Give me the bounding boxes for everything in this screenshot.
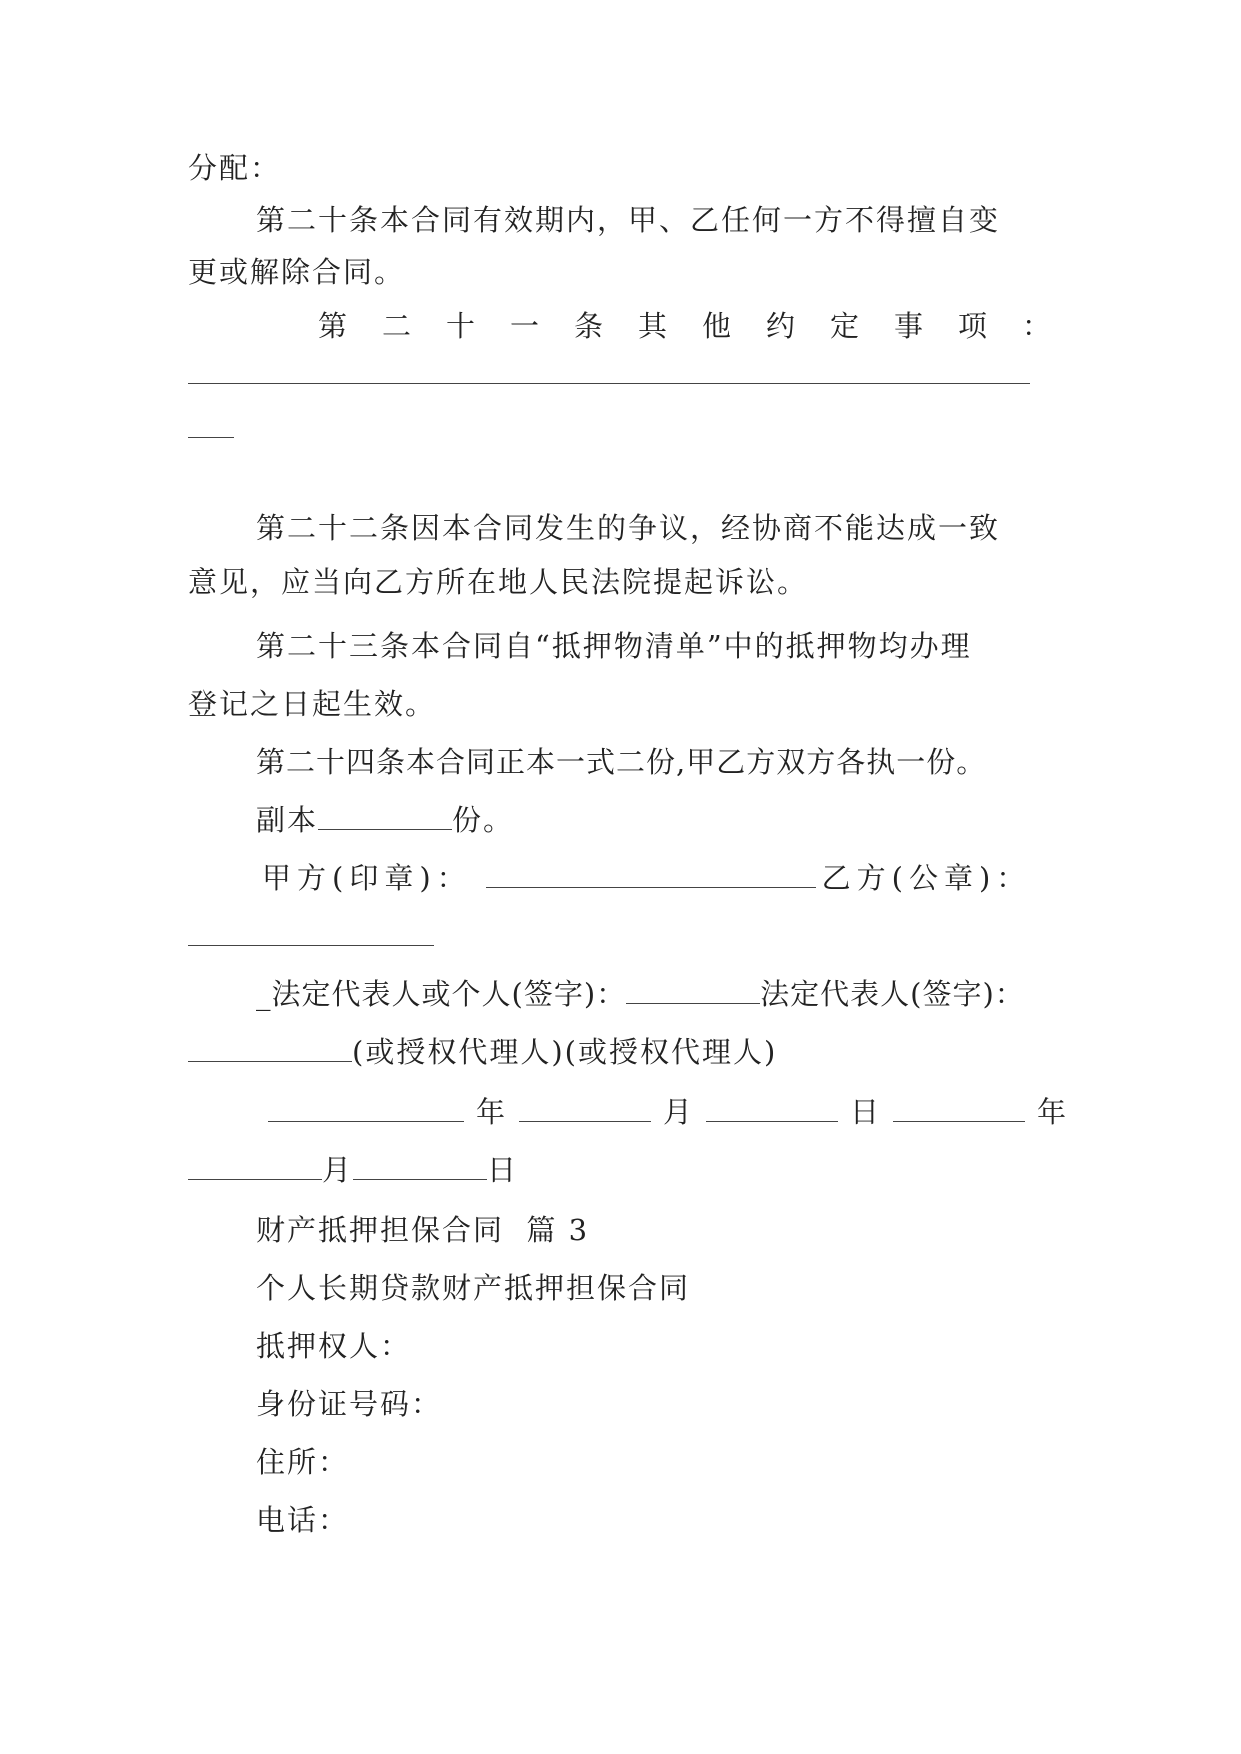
fill-in-blank	[486, 887, 816, 888]
article-20-line-1: 第二十条本合同有效期内，甲、乙任何一方不得擅自变	[256, 203, 1001, 237]
article-22-line-2: 意见，应当向乙方所在地人民法院提起诉讼。	[188, 565, 809, 599]
id-number-label: 身份证号码：	[256, 1387, 443, 1421]
fill-in-blank	[188, 1061, 352, 1062]
agent-line	[188, 1032, 777, 1072]
fill-in-blank	[188, 1179, 322, 1180]
char: 十	[446, 309, 476, 343]
char: 定	[830, 309, 860, 343]
mortgagee-label: 抵押权人：	[256, 1329, 412, 1363]
fill-in-blank	[353, 1179, 487, 1180]
copies-suffix: 份。	[452, 803, 515, 837]
fill-in-blank	[706, 1121, 838, 1122]
fill-in-blank	[893, 1121, 1025, 1122]
article-24-line: 第二十四条本合同正本一式二份,甲乙方双方各执一份。	[256, 745, 987, 779]
phone-label: 电话：	[256, 1503, 350, 1537]
char: 条	[574, 309, 604, 343]
address-label: 住所：	[256, 1445, 350, 1479]
fill-in-blank	[318, 829, 452, 830]
char: 第	[318, 309, 348, 343]
article-22-line-1: 第二十二条因本合同发生的争议，经协商不能达成一致	[256, 511, 1001, 545]
char: 事	[894, 309, 924, 343]
agent-text: (或授权代理人)(或授权代理人)	[352, 1035, 778, 1069]
party-b-seal-label: 乙方(公章)：	[821, 861, 1032, 895]
char: ：	[1022, 309, 1052, 343]
seal-line	[262, 858, 1031, 898]
article-23-line-1: 第二十三条本合同自“抵押物清单”中的抵押物均办理	[256, 629, 972, 663]
contract-title: 个人长期贷款财产抵押担保合同	[256, 1271, 691, 1305]
fill-in-blank-line	[188, 437, 234, 438]
fill-in-blank-line	[188, 945, 434, 946]
date-month-label: 月	[322, 1153, 354, 1187]
char: 项	[958, 309, 988, 343]
date-year-label: 年	[476, 1095, 508, 1129]
date-year-label: 年	[1037, 1095, 1069, 1129]
copies-label: 副本	[256, 803, 319, 837]
date-month-label: 月	[663, 1095, 695, 1129]
char: 其	[638, 309, 668, 343]
article-20-line-2: 更或解除合同。	[188, 255, 406, 289]
copies-line	[256, 800, 514, 840]
article-23-line-2: 登记之日起生效。	[188, 687, 437, 721]
date-day-label: 日	[487, 1153, 519, 1187]
date-line-1	[268, 1092, 1068, 1132]
fill-in-blank	[626, 1003, 760, 1004]
fill-in-blank	[268, 1121, 464, 1122]
date-line-2	[188, 1150, 518, 1190]
section-heading: 财产抵押担保合同 篇 3	[256, 1213, 590, 1247]
char: 一	[510, 309, 540, 343]
fill-in-blank	[519, 1121, 651, 1122]
legal-rep-label-a: _法定代表人或个人(签字)：	[256, 977, 627, 1011]
legal-rep-label-b: 法定代表人(签字)：	[760, 977, 1025, 1011]
char: 约	[766, 309, 796, 343]
party-a-seal-label: 甲方(印章)：	[262, 861, 472, 895]
text-line: 分配：	[188, 151, 282, 185]
fill-in-blank-line	[188, 383, 1030, 384]
article-21-heading	[318, 306, 1052, 346]
char: 他	[702, 309, 732, 343]
date-day-label: 日	[850, 1095, 882, 1129]
signature-line	[256, 974, 1025, 1014]
char: 二	[382, 309, 412, 343]
